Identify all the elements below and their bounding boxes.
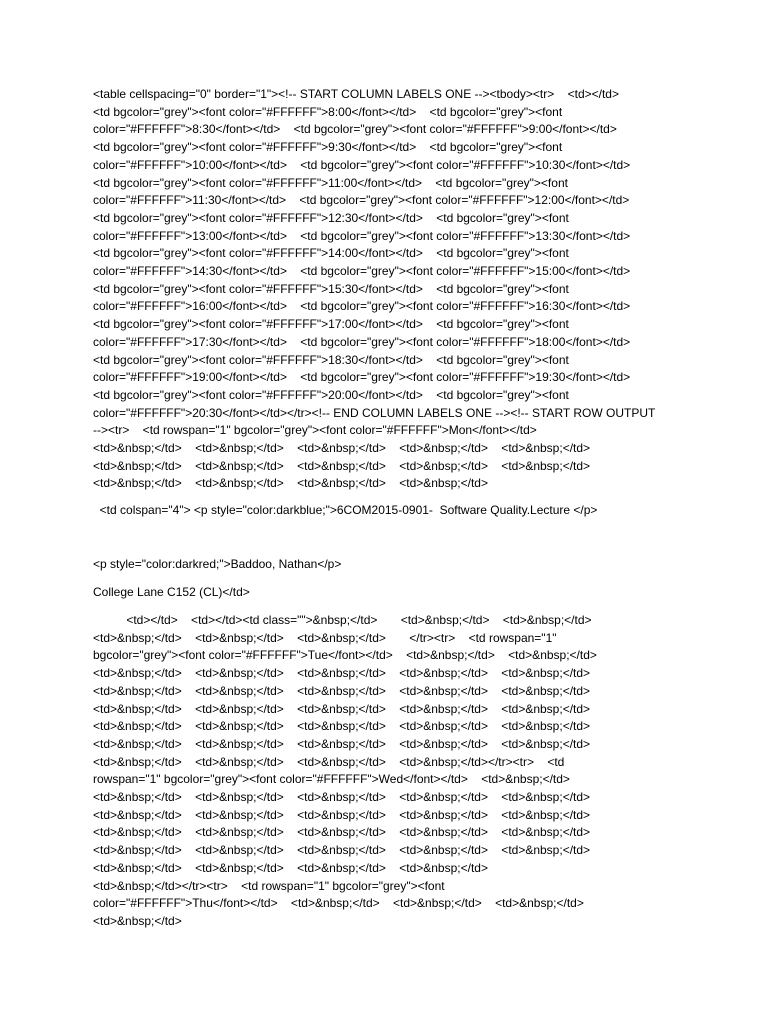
source-line: color="#FFFFFF">8:30</font></td> <td bgcolor="grey"><font color="#FFFFFF">9:00</font></td> xyxy=(93,122,617,137)
room-line xyxy=(93,584,693,602)
source-line: <td>&nbsp;</td> <td>&nbsp;</td> <td>&nbsp;</td> <td>&nbsp;</td> <td>&nbsp;</td> xyxy=(93,458,591,473)
source-line: <td>&nbsp;</td> <td>&nbsp;</td> <td>&nbsp;</td> </tr><tr> <td rowspan="1" xyxy=(93,630,557,645)
source-line: <td>&nbsp;</td> <td>&nbsp;</td> <td>&nbsp;</td> <td>&nbsp;</td> <td>&nbsp;</td> xyxy=(93,807,591,822)
html-source-block-2 xyxy=(93,612,693,931)
source-line: <td bgcolor="grey"><font color="#FFFFFF">9:30</font></td> <td bgcolor="grey"><font xyxy=(93,140,563,155)
source-line: color="#FFFFFF">16:00</font></td> <td bgcolor="grey"><font color="#FFFFFF">16:30</font></td> xyxy=(93,299,631,314)
source-line: <td>&nbsp;</td> <td>&nbsp;</td> <td>&nbsp;</td> <td>&nbsp;</td> xyxy=(93,860,488,875)
source-line: <td>&nbsp;</td> <td>&nbsp;</td> <td>&nbsp;</td> <td>&nbsp;</td> <td>&nbsp;</td> xyxy=(93,701,591,716)
source-line: <td>&nbsp;</td> <td>&nbsp;</td> <td>&nbsp;</td> <td>&nbsp;</td> xyxy=(93,476,488,491)
source-line: <td>&nbsp;</td> <td>&nbsp;</td> <td>&nbsp;</td> <td>&nbsp;</td></tr><tr> <td xyxy=(93,754,565,769)
source-line: color="#FFFFFF">Thu</font></td> <td>&nbsp;</td> <td>&nbsp;</td> <td>&nbsp;</td> xyxy=(93,896,584,911)
source-line: color="#FFFFFF">14:30</font></td> <td bgcolor="grey"><font color="#FFFFFF">15:00</font></td> xyxy=(93,264,631,279)
source-line: color="#FFFFFF">11:30</font></td> <td bgcolor="grey"><font color="#FFFFFF">12:00</font></td> xyxy=(93,193,630,208)
source-line: --><tr> <td rowspan="1" bgcolor="grey"><font color="#FFFFFF">Mon</font></td> xyxy=(93,423,537,438)
source-line: <td>&nbsp;</td></tr><tr> <td rowspan="1" bgcolor="grey"><font xyxy=(93,878,445,893)
source-line: bgcolor="grey"><font color="#FFFFFF">Tue</font></td> <td>&nbsp;</td> <td>&nbsp;</td> xyxy=(93,648,597,663)
source-line: color="#FFFFFF">19:00</font></td> <td bgcolor="grey"><font color="#FFFFFF">19:30</font></td> xyxy=(93,370,631,385)
source-line: <td bgcolor="grey"><font color="#FFFFFF">14:00</font></td> <td bgcolor="grey"><font xyxy=(93,246,569,261)
source-line: <td>&nbsp;</td> <td>&nbsp;</td> <td>&nbsp;</td> <td>&nbsp;</td> <td>&nbsp;</td> xyxy=(93,719,591,734)
lecture-cell-line xyxy=(93,502,693,520)
source-line: <td>&nbsp;</td> <td>&nbsp;</td> <td>&nbsp;</td> <td>&nbsp;</td> <td>&nbsp;</td> xyxy=(93,683,591,698)
source-line: <td>&nbsp;</td> <td>&nbsp;</td> <td>&nbsp;</td> <td>&nbsp;</td> <td>&nbsp;</td> xyxy=(93,790,591,805)
lecture-td-source: <td colspan="4"> <p style="color:darkblue;">6COM2015-0901- Software Quality.Lecture </p> xyxy=(93,503,598,517)
source-line: <td bgcolor="grey"><font color="#FFFFFF">15:30</font></td> <td bgcolor="grey"><font xyxy=(93,281,569,296)
source-line: color="#FFFFFF">20:30</font></td></tr><!-- END COLUMN LABELS ONE --><!-- START ROW OUTPUT xyxy=(93,405,656,420)
source-line: <td bgcolor="grey"><font color="#FFFFFF">18:30</font></td> <td bgcolor="grey"><font xyxy=(93,352,569,367)
lecturer-p-source: <p style="color:darkred;">Baddoo, Nathan</p> xyxy=(93,557,342,571)
lecturer-paragraph-line xyxy=(93,556,693,574)
source-line: <td>&nbsp;</td> <td>&nbsp;</td> <td>&nbsp;</td> <td>&nbsp;</td> <td>&nbsp;</td> xyxy=(93,666,591,681)
source-line: color="#FFFFFF">10:00</font></td> <td bgcolor="grey"><font color="#FFFFFF">10:30</font></td> xyxy=(93,157,631,172)
source-line: color="#FFFFFF">13:00</font></td> <td bgcolor="grey"><font color="#FFFFFF">13:30</font></td> xyxy=(93,228,631,243)
source-line: <td bgcolor="grey"><font color="#FFFFFF">8:00</font></td> <td bgcolor="grey"><font xyxy=(93,104,563,119)
source-line: <td>&nbsp;</td> <td>&nbsp;</td> <td>&nbsp;</td> <td>&nbsp;</td> <td>&nbsp;</td> xyxy=(93,843,591,858)
html-source-block-1 xyxy=(93,86,693,493)
source-line: <td bgcolor="grey"><font color="#FFFFFF">17:00</font></td> <td bgcolor="grey"><font xyxy=(93,317,569,332)
source-line: <td>&nbsp;</td> <td>&nbsp;</td> <td>&nbsp;</td> <td>&nbsp;</td> <td>&nbsp;</td> xyxy=(93,441,591,456)
source-line: <td bgcolor="grey"><font color="#FFFFFF">20:00</font></td> <td bgcolor="grey"><font xyxy=(93,387,569,402)
source-line: <td></td> <td></td><td class="">&nbsp;</td> <td>&nbsp;</td> <td>&nbsp;</td> xyxy=(93,613,592,627)
room-source: College Lane C152 (CL)</td> xyxy=(93,585,250,599)
source-line: rowspan="1" bgcolor="grey"><font color="#FFFFFF">Wed</font></td> <td>&nbsp;</td> xyxy=(93,772,570,787)
source-line: <td bgcolor="grey"><font color="#FFFFFF">11:00</font></td> <td bgcolor="grey"><font xyxy=(93,175,568,190)
source-line: <td>&nbsp;</td> <td>&nbsp;</td> <td>&nbsp;</td> <td>&nbsp;</td> <td>&nbsp;</td> xyxy=(93,825,591,840)
source-line: <td>&nbsp;</td> <td>&nbsp;</td> <td>&nbsp;</td> <td>&nbsp;</td> <td>&nbsp;</td> xyxy=(93,736,591,751)
source-line: <td>&nbsp;</td> xyxy=(93,913,182,928)
source-line: <td bgcolor="grey"><font color="#FFFFFF">12:30</font></td> <td bgcolor="grey"><font xyxy=(93,210,569,225)
source-line: color="#FFFFFF">17:30</font></td> <td bgcolor="grey"><font color="#FFFFFF">18:00</font></td> xyxy=(93,334,631,349)
source-line: <table cellspacing="0" border="1"><!-- START COLUMN LABELS ONE --><tbody><tr> <td></td> xyxy=(93,87,619,101)
